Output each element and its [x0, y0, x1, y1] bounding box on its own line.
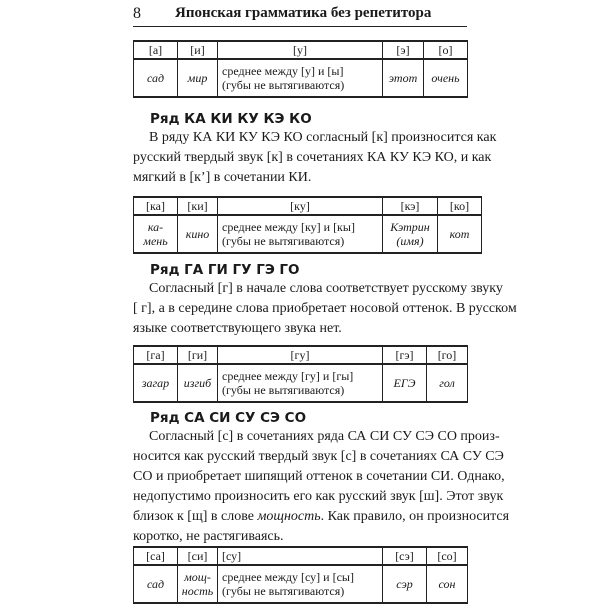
header-cell: [го] [427, 346, 468, 364]
example-word: сон [427, 565, 468, 603]
section-title-ka: Ряд КА КИ КУ КЭ КО [150, 111, 312, 127]
paragraph-ga: Согласный [г] в начале слова соответствует русскому звуку [ г], а в середине слова приобретает носовой оттенок. В русском языке соответствующего звука нет. [133, 281, 517, 336]
header-cell: [га] [134, 346, 178, 364]
sound-description: среднее между [гу] и [гы] (губы не вытягиваются) [218, 364, 383, 402]
header-cell: [ги] [178, 346, 218, 364]
page-header [133, 4, 467, 27]
header-cell: [ку] [218, 197, 383, 215]
example-word: мир [178, 59, 218, 97]
running-title: Японская грамматика без репетитора [175, 5, 432, 21]
example-word: мощ- ность [178, 565, 218, 603]
example-word: изгиб [178, 364, 218, 402]
example-word: кино [178, 215, 218, 253]
example-word: гол [427, 364, 468, 402]
section-title-sa: Ряд СА СИ СУ СЭ СО [150, 410, 307, 426]
header-cell: [си] [178, 547, 218, 565]
example-word: кот [438, 215, 482, 253]
header-cell: [э] [383, 41, 424, 59]
header-cell: [гу] [218, 346, 383, 364]
header-cell: [кэ] [383, 197, 438, 215]
header-cell: [и] [178, 41, 218, 59]
example-word: сэр [383, 565, 427, 603]
header-cell: [а] [134, 41, 178, 59]
sa-row-table [133, 546, 468, 604]
header-cell: [гэ] [383, 346, 427, 364]
example-word: сад [134, 59, 178, 97]
ka-row-table [133, 196, 482, 254]
emphasized-word: мощность [257, 509, 321, 524]
table-row [134, 565, 468, 603]
table-row [134, 215, 482, 253]
header-cell: [ко] [438, 197, 482, 215]
example-word: Кэтрин (имя) [383, 215, 438, 253]
example-word: ЕГЭ [383, 364, 427, 402]
example-word: сад [134, 565, 178, 603]
table-header-row [134, 41, 468, 59]
header-cell: [ка] [134, 197, 178, 215]
sound-description: среднее между [су] и [сы] (губы не вытягиваются) [218, 565, 383, 603]
table-header-row [134, 346, 468, 364]
example-word: этот [383, 59, 424, 97]
paragraph-sa: Согласный [с] в сочетаниях ряда СА СИ СУ СЭ СО произ- носится как русский твердый звук [с] в сочетаниях СА СУ СЭ СО и приобретает шипящий оттенок в сочетании СИ. Однако, недопустимо произносить его как русский звук [ш]. Этот звук близок к [щ] в слове мощность. Как правило, он произносится коротко, не растягиваясь. [133, 429, 510, 544]
header-cell: [ки] [178, 197, 218, 215]
header-cell: [у] [218, 41, 383, 59]
header-cell: [са] [134, 547, 178, 565]
example-word: ка- мень [134, 215, 178, 253]
table-header-row [134, 197, 482, 215]
section-title-ga: Ряд ГА ГИ ГУ ГЭ ГО [150, 262, 300, 278]
table-header-row [134, 547, 468, 565]
ga-row-table [133, 345, 468, 403]
sound-description: среднее между [у] и [ы] (губы не вытягиваются) [218, 59, 383, 97]
header-cell: [о] [424, 41, 468, 59]
table-row [134, 364, 468, 402]
sound-description: среднее между [ку] и [кы] (губы не вытягиваются) [218, 215, 383, 253]
header-cell: [су] [218, 547, 383, 565]
vowel-table [133, 40, 468, 98]
example-word: загар [134, 364, 178, 402]
example-word: очень [424, 59, 468, 97]
header-cell: [сэ] [383, 547, 427, 565]
page-number: 8 [133, 5, 141, 22]
table-row [134, 59, 468, 97]
header-cell: [со] [427, 547, 468, 565]
paragraph-ka: В ряду КА КИ КУ КЭ КО согласный [к] произносится как русский твердый звук [к] в сочетаниях КА КУ КЭ КО, и как мягкий в [к’] в сочетании КИ. [133, 130, 497, 185]
